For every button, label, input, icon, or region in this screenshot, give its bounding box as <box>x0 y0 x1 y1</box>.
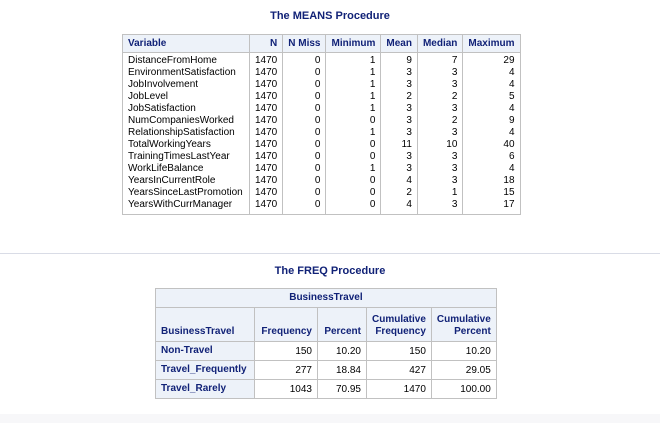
table-row <box>156 361 497 380</box>
minimum-value: 1 <box>369 127 376 138</box>
maximum-value: 4 <box>508 163 515 174</box>
header-cumulative-percent <box>431 308 496 342</box>
n-value: 1470 <box>255 151 278 162</box>
median-value: 10 <box>446 139 458 150</box>
median-value: 7 <box>451 55 458 66</box>
variable-value: JobSatisfaction <box>128 103 196 114</box>
means-data-row <box>123 53 521 215</box>
header-maximum: Maximum <box>463 35 520 53</box>
minimum-value: 1 <box>369 79 376 90</box>
nmiss-value: 0 <box>314 175 321 186</box>
median-value: 3 <box>451 67 458 78</box>
header-business-travel: BusinessTravel <box>156 308 255 342</box>
freq-spanner-row <box>156 289 497 308</box>
median-value: 3 <box>451 103 458 114</box>
nmiss-value: 0 <box>314 103 321 114</box>
nmiss-column <box>283 53 326 215</box>
variable-value: RelationshipSatisfaction <box>128 127 235 138</box>
median-value: 2 <box>451 115 458 126</box>
median-value: 3 <box>451 151 458 162</box>
row-label: Travel_Rarely <box>156 380 255 399</box>
minimum-value: 1 <box>369 103 376 114</box>
percent-value: 18.84 <box>318 361 367 380</box>
minimum-value: 1 <box>369 91 376 102</box>
mean-value: 2 <box>406 91 412 102</box>
header-n: N <box>250 35 283 53</box>
mean-value: 3 <box>406 79 412 90</box>
means-summary-table <box>122 34 521 215</box>
mean-value: 4 <box>406 199 412 210</box>
cum-freq-line1: Cumulative <box>372 314 426 325</box>
table-row <box>156 342 497 361</box>
minimum-column <box>326 53 381 215</box>
nmiss-value: 0 <box>314 163 321 174</box>
means-header-row <box>123 35 521 53</box>
freq-spanner-header: BusinessTravel <box>156 289 497 308</box>
minimum-value: 0 <box>369 139 376 150</box>
maximum-value: 40 <box>503 139 515 150</box>
mean-value: 3 <box>406 127 412 138</box>
mean-value: 9 <box>406 55 412 66</box>
percent-value: 70.95 <box>318 380 367 399</box>
header-variable: Variable <box>123 35 250 53</box>
freq-procedure-title: The FREQ Procedure <box>274 265 386 277</box>
maximum-value: 4 <box>508 67 515 78</box>
header-nmiss: N Miss <box>283 35 326 53</box>
row-label: Non-Travel <box>156 342 255 361</box>
maximum-value: 17 <box>503 199 515 210</box>
minimum-value: 1 <box>369 55 376 66</box>
table-row <box>156 380 497 399</box>
variable-value: TrainingTimesLastYear <box>128 151 230 162</box>
header-minimum: Minimum <box>326 35 381 53</box>
n-value: 1470 <box>255 55 278 66</box>
means-procedure-title: The MEANS Procedure <box>270 10 390 22</box>
maximum-value: 6 <box>508 151 515 162</box>
cum-freq-line2: Frequency <box>375 326 426 337</box>
frequency-value: 150 <box>255 342 318 361</box>
maximum-value: 15 <box>503 187 515 198</box>
header-frequency: Frequency <box>255 308 318 342</box>
cum-pct-line2: Percent <box>454 326 491 337</box>
nmiss-value: 0 <box>314 127 321 138</box>
nmiss-value: 0 <box>314 91 321 102</box>
median-value: 3 <box>451 163 458 174</box>
mean-column <box>381 53 418 215</box>
minimum-value: 1 <box>369 163 376 174</box>
mean-value: 11 <box>401 139 412 150</box>
mean-value: 4 <box>406 175 412 186</box>
variable-value: JobLevel <box>128 91 169 102</box>
median-value: 3 <box>451 199 458 210</box>
variable-value: YearsSinceLastPromotion <box>128 187 243 198</box>
minimum-value: 0 <box>369 115 376 126</box>
cumulative-percent-value: 29.05 <box>431 361 496 380</box>
freq-table <box>155 288 497 399</box>
minimum-value: 0 <box>369 151 376 162</box>
mean-value: 3 <box>406 151 412 162</box>
nmiss-value: 0 <box>314 79 321 90</box>
cumulative-frequency-value: 150 <box>367 342 432 361</box>
median-column <box>417 53 462 215</box>
n-value: 1470 <box>255 103 278 114</box>
median-value: 2 <box>451 91 458 102</box>
variable-value: JobInvolvement <box>128 79 199 90</box>
variable-value: WorkLifeBalance <box>128 163 204 174</box>
header-median: Median <box>417 35 462 53</box>
n-value: 1470 <box>255 163 278 174</box>
cumulative-frequency-value: 427 <box>367 361 432 380</box>
variable-value: YearsInCurrentRole <box>128 175 216 186</box>
n-value: 1470 <box>255 199 278 210</box>
frequency-value: 1043 <box>255 380 318 399</box>
maximum-value: 4 <box>508 103 515 114</box>
variable-value: NumCompaniesWorked <box>128 115 234 126</box>
minimum-value: 1 <box>369 67 376 78</box>
nmiss-value: 0 <box>314 115 321 126</box>
header-percent: Percent <box>318 308 367 342</box>
mean-value: 3 <box>406 103 412 114</box>
freq-output-panel <box>0 253 660 414</box>
maximum-value: 4 <box>508 127 515 138</box>
n-value: 1470 <box>255 175 278 186</box>
maximum-value: 29 <box>503 55 515 66</box>
maximum-value: 5 <box>508 91 515 102</box>
frequency-value: 277 <box>255 361 318 380</box>
maximum-value: 9 <box>508 115 515 126</box>
cumulative-frequency-value: 1470 <box>367 380 432 399</box>
header-cumulative-frequency <box>367 308 432 342</box>
median-value: 3 <box>451 79 458 90</box>
nmiss-value: 0 <box>314 67 321 78</box>
n-value: 1470 <box>255 79 278 90</box>
n-value: 1470 <box>255 187 278 198</box>
n-value: 1470 <box>255 115 278 126</box>
freq-table-body <box>156 342 497 399</box>
nmiss-value: 0 <box>314 187 321 198</box>
minimum-value: 0 <box>369 175 376 186</box>
mean-value: 2 <box>406 187 412 198</box>
cumulative-percent-value: 100.00 <box>431 380 496 399</box>
n-value: 1470 <box>255 127 278 138</box>
mean-value: 3 <box>406 115 412 126</box>
mean-value: 3 <box>406 67 412 78</box>
minimum-value: 0 <box>369 187 376 198</box>
n-column <box>250 53 283 215</box>
nmiss-value: 0 <box>314 139 321 150</box>
median-value: 3 <box>451 175 458 186</box>
nmiss-value: 0 <box>314 151 321 162</box>
n-value: 1470 <box>255 67 278 78</box>
median-value: 3 <box>451 127 458 138</box>
median-value: 1 <box>451 187 458 198</box>
maximum-value: 4 <box>508 79 515 90</box>
variable-value: YearsWithCurrManager <box>128 199 233 210</box>
row-label: Travel_Frequently <box>156 361 255 380</box>
maximum-column <box>463 53 520 215</box>
percent-value: 10.20 <box>318 342 367 361</box>
variable-value: DistanceFromHome <box>128 55 217 66</box>
n-value: 1470 <box>255 91 278 102</box>
header-mean: Mean <box>381 35 418 53</box>
nmiss-value: 0 <box>314 199 321 210</box>
freq-header-row <box>156 308 497 342</box>
variable-column <box>123 53 250 215</box>
variable-value: TotalWorkingYears <box>128 139 211 150</box>
minimum-value: 0 <box>369 199 376 210</box>
cumulative-percent-value: 10.20 <box>431 342 496 361</box>
maximum-value: 18 <box>503 175 515 186</box>
nmiss-value: 0 <box>314 55 321 66</box>
variable-value: EnvironmentSatisfaction <box>128 67 236 78</box>
cum-pct-line1: Cumulative <box>436 314 491 325</box>
n-value: 1470 <box>255 139 278 150</box>
mean-value: 3 <box>406 163 412 174</box>
